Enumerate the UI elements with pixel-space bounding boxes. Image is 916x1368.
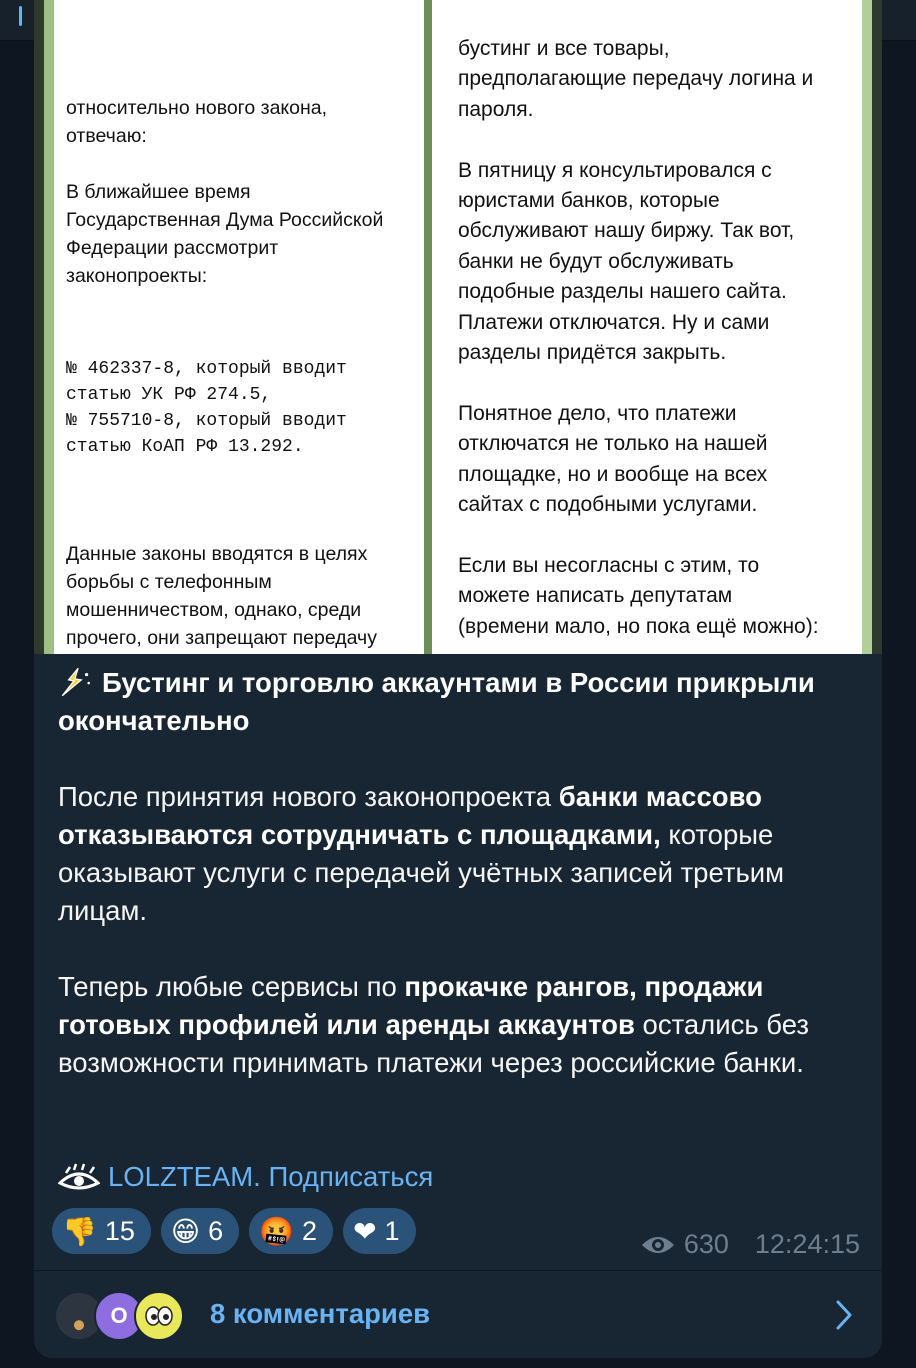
text-line: В ближайшее время xyxy=(66,181,251,203)
text-line xyxy=(458,521,819,551)
text-line: отвечаю: xyxy=(66,125,147,147)
comments-label[interactable]: 8 комментариев xyxy=(210,1298,431,1329)
text-line: пароля. xyxy=(458,97,534,121)
avatar: О xyxy=(94,1291,144,1341)
text-line: подобные разделы нашего сайта. xyxy=(458,280,787,304)
views-icon xyxy=(640,1233,676,1257)
comments-button[interactable] xyxy=(34,1271,882,1358)
pinned-accent xyxy=(19,6,22,26)
views-count: 630 xyxy=(683,1229,729,1259)
reaction-chip[interactable] xyxy=(52,1208,151,1254)
avatar xyxy=(134,1291,184,1341)
reaction-count: 1 xyxy=(384,1215,400,1246)
text-line: предполагающие передачу логина и xyxy=(458,67,814,91)
text-line: статью КоАП РФ 13.292. xyxy=(66,437,304,457)
text-line xyxy=(458,125,819,155)
lightning-icon xyxy=(58,666,94,698)
commenter-avatars xyxy=(54,1291,194,1341)
text-line: В пятницу я консультировался с xyxy=(458,158,772,182)
text-line: Платежи отключатся. Ну и сами xyxy=(458,310,770,334)
lolzteam-eye-icon xyxy=(58,1163,100,1191)
subscribe-link[interactable]: LOLZTEAM. Подписаться xyxy=(58,1157,433,1197)
post-paragraph-1: После принятия нового законопроекта банки массово отказываются сотрудничать с площадками, которые оказывают услуги с передачей учётных записей третьим лицам. xyxy=(58,781,785,926)
photo-right-text xyxy=(458,34,819,642)
text-line: Государственная Дума Российской xyxy=(66,209,384,231)
text-line: мошенничеством, однако, среди xyxy=(66,599,362,621)
reactions-bar xyxy=(52,1208,416,1254)
reaction-count: 6 xyxy=(208,1215,224,1246)
reaction-chip[interactable] xyxy=(161,1208,239,1254)
message-time: 12:24:15 xyxy=(754,1229,860,1259)
text-line: юристами банков, которые xyxy=(458,189,720,213)
text-line: Понятное дело, что платежи xyxy=(458,401,737,425)
text-line: площадке, но и вообще на всех xyxy=(458,462,768,486)
chevron-right-icon xyxy=(834,1299,854,1331)
screenshot-photo-right[interactable] xyxy=(432,0,872,654)
text-line: относительно нового закона, xyxy=(66,97,328,119)
text-line: (времени мало, но пока ещё можно): xyxy=(458,614,819,638)
text-line: № 462337-8, который вводит xyxy=(66,359,347,379)
text-line: Федерации рассмотрит xyxy=(66,237,279,259)
reaction-emoji-icon: 🤬 xyxy=(259,1214,295,1248)
reaction-chip[interactable] xyxy=(249,1208,333,1254)
post-text xyxy=(58,664,868,1082)
reaction-count: 15 xyxy=(104,1215,135,1246)
photo-album[interactable] xyxy=(34,0,882,654)
message-bubble xyxy=(34,0,882,1358)
text-line: статью УК РФ 274.5, xyxy=(66,385,272,405)
post-paragraph-2: Теперь любые сервисы по прокачке рангов, продажи готовых профилей или аренды аккаунтов остались без возможности принимать платежи через российские банки. xyxy=(58,971,810,1078)
reaction-emoji-icon: 😁 xyxy=(170,1214,201,1248)
text-line: № 755710-8, который вводит xyxy=(66,411,347,431)
text-line: Данные законы вводятся в целях xyxy=(66,543,368,565)
reaction-emoji-icon: 👎 xyxy=(62,1214,97,1248)
reaction-emoji-icon: ❤ xyxy=(353,1214,377,1248)
text-line: обслуживают нашу биржу. Так вот, xyxy=(458,219,795,243)
screenshot-photo-left[interactable] xyxy=(44,0,434,654)
text-line xyxy=(66,150,383,178)
text-line: банки не будут обслуживать xyxy=(458,249,734,273)
message-meta xyxy=(640,1229,860,1260)
photo-left-text xyxy=(66,38,383,654)
text-line xyxy=(66,652,383,654)
text-line: Если вы несогласны с этим, то xyxy=(458,553,760,577)
eyes-icon xyxy=(144,1306,174,1326)
text-line: отключатся не только на нашей xyxy=(458,432,768,456)
reaction-chip[interactable] xyxy=(343,1208,416,1254)
text-line: бустинг и все товары, xyxy=(458,37,670,60)
text-line: борьбы с телефонным xyxy=(66,571,272,593)
text-line xyxy=(458,368,819,398)
text-line: сайтах с подобными услугами. xyxy=(458,493,758,517)
text-line: прочего, они запрещают передачу xyxy=(66,627,377,649)
text-line: разделы придётся закрыть. xyxy=(458,341,727,365)
post-headline: Бустинг и торговлю аккаунтами в России прикрыли окончательно xyxy=(58,667,815,736)
reaction-count: 2 xyxy=(302,1215,318,1246)
text-line: можете написать депутатам xyxy=(458,584,733,608)
text-line: законопроекты: xyxy=(66,265,208,287)
